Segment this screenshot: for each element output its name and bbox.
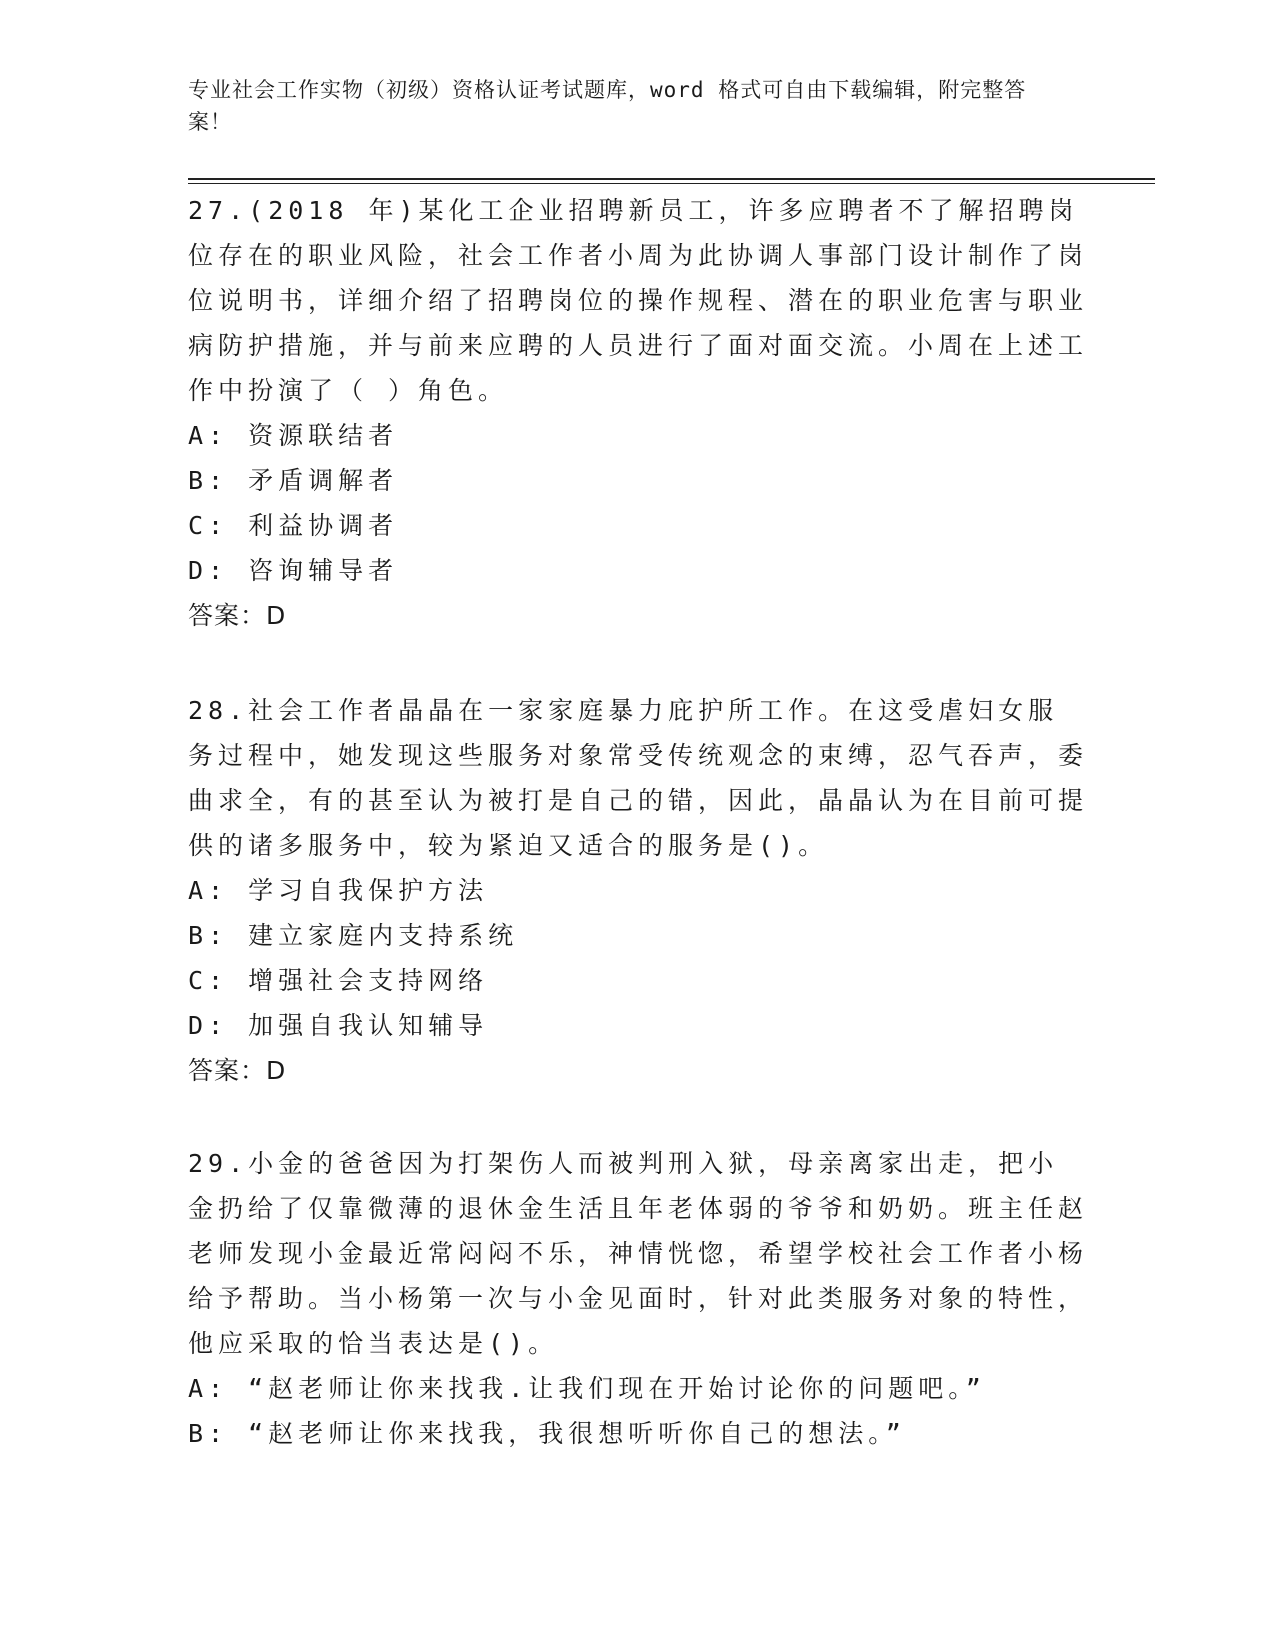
header-divider-thin: [188, 183, 1155, 184]
question-stem: 29.小金的爸爸因为打架伤人而被判刑入狱，母亲离家出走，把小金扔给了仅靠微薄的退休金生活且年老体弱的爷爷和奶奶。班主任赵老师发现小金最近常闷闷不乐，神情恍惚，希望学校社会工作者小杨给予帮助。当小杨第一次与小金见面时，针对此类服务对象的特性，他应采取的恰当表达是()。: [188, 1149, 1089, 1358]
option-a: A: 学习自我保护方法: [188, 876, 489, 905]
option-b: B: “赵老师让你来找我，我很想听听你自己的想法。”: [188, 1419, 906, 1448]
option-a: A: “赵老师让你来找我.让我们现在开始讨论你的问题吧。”: [188, 1374, 986, 1403]
option-b: B: 建立家庭内支持系统: [188, 921, 519, 950]
option-b: B: 矛盾调解者: [188, 466, 399, 495]
header-divider-thick: [188, 178, 1155, 180]
option-c: C: 利益协调者: [188, 511, 399, 540]
question-28: [188, 688, 1088, 1093]
question-27: [188, 188, 1088, 638]
answer-line: 答案：D: [188, 601, 287, 630]
question-stem: 27.(2018 年)某化工企业招聘新员工，许多应聘者不了解招聘岗位存在的职业风险，社会工作者小周为此协调人事部门设计制作了岗位说明书，详细介绍了招聘岗位的操作规程、潜在的职业危害与职业病防护措施，并与前来应聘的人员进行了面对面交流。小周在上述工作中扮演了（ ）角色。: [188, 196, 1089, 405]
option-d: D: 咨询辅导者: [188, 556, 399, 585]
option-d: D: 加强自我认知辅导: [188, 1011, 489, 1040]
answer-line: 答案：D: [188, 1056, 287, 1085]
option-c: C: 增强社会支持网络: [188, 966, 489, 995]
question-29: [188, 1141, 1088, 1456]
option-a: A: 资源联结者: [188, 421, 399, 450]
page-header: 专业社会工作实物（初级）资格认证考试题库，word 格式可自由下载编辑，附完整答案！: [188, 78, 1027, 134]
question-stem: 28.社会工作者晶晶在一家家庭暴力庇护所工作。在这受虐妇女服务过程中，她发现这些服务对象常受传统观念的束缚，忍气吞声，委曲求全，有的甚至认为被打是自己的错，因此，晶晶认为在目前可提供的诸多服务中，较为紧迫又适合的服务是()。: [188, 696, 1089, 860]
